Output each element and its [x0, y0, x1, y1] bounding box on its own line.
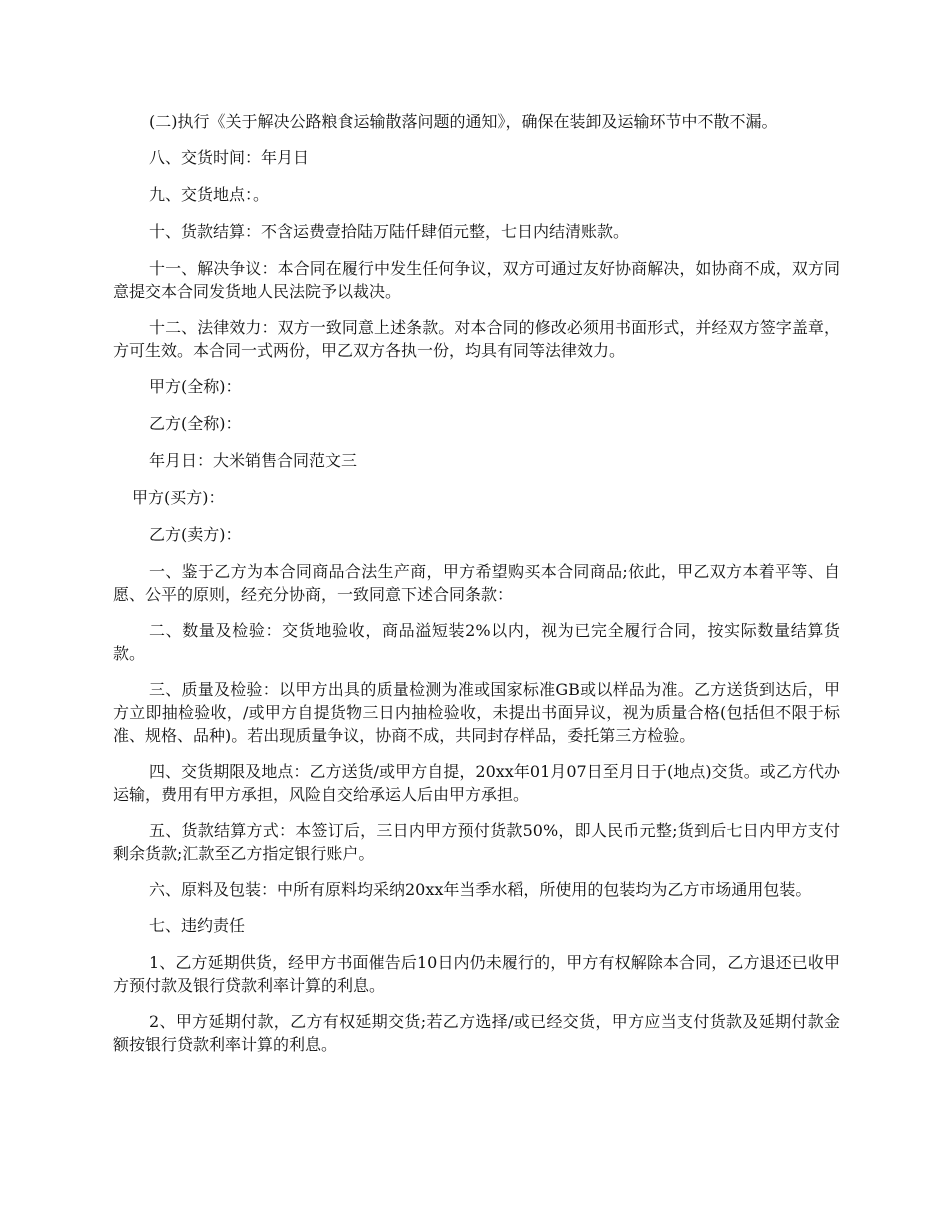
paragraph-party-a-buyer: 甲方(买方)：	[132, 488, 225, 507]
paragraph-clause-6-packaging: 六、原料及包装：中所有原料均采纳20xx年当季水稻，所使用的包装均为乙方市场通用包装。	[149, 880, 812, 899]
paragraph-clause-4-delivery: 四、交货期限及地点：乙方送货/或甲方自提，20xx年01月07日至月日于(地点)交货。或乙方代办运输，费用有甲方承担，风险自交给承运人后由甲方承担。	[113, 762, 840, 804]
paragraph-clause-5-payment: 五、货款结算方式：本签订后，三日内甲方预付货款50%，即人民币元整;货到后七日内甲方支付剩余货款;汇款至乙方指定银行账户。	[113, 821, 840, 863]
paragraph-clause-1-preamble: 一、鉴于乙方为本合同商品合法生产商，甲方希望购买本合同商品;依此，甲乙双方本着平等、自愿、公平的原则，经充分协商，一致同意下述合同条款：	[113, 562, 840, 604]
paragraph-clause-7-liability: 七、违约责任	[149, 916, 246, 935]
paragraph-party-a-fullname: 甲方(全称)：	[149, 377, 242, 396]
paragraph-delivery-place: 九、交货地点：。	[149, 185, 270, 204]
paragraph-payment-settlement: 十、货款结算：不含运费壹拾陆万陆仟肆佰元整，七日内结清账款。	[149, 222, 630, 241]
paragraph-legal-effect: 十二、法律效力：双方一致同意上述条款。对本合同的修改必须用书面形式，并经双方签字盖章，方可生效。本合同一式两份，甲乙双方各执一份，均具有同等法律效力。	[113, 318, 840, 360]
paragraph-delivery-time: 八、交货时间：年月日	[149, 148, 310, 167]
paragraph-liability-item-1: 1、乙方延期供货，经甲方书面催告后10日内仍未履行的，甲方有权解除本合同，乙方退还已收甲方预付款及银行贷款利率计算的利息。	[113, 953, 840, 995]
paragraph-party-b-fullname: 乙方(全称)：	[149, 414, 242, 433]
paragraph-dispute-resolution: 十一、解决争议：本合同在履行中发生任何争议，双方可通过友好协商解决，如协商不成，双方同意提交本合同发货地人民法院予以裁决。	[113, 259, 840, 301]
paragraph-clause-3-quality: 三、质量及检验：以甲方出具的质量检测为准或国家标准GB或以样品为准。乙方送货到达后，甲方立即抽检验收，/或甲方自提货物三日内抽检验收，未提出书面异议，视为质量合格(包括但不限于标准、规格、品种)。若出现质量争议，协商不成，共同封存样品，委托第三方检验。	[113, 680, 840, 745]
paragraph-clause-2-notice: (二)执行《关于解决公路粮食运输散落问题的通知》，确保在装卸及运输环节中不散不漏。	[149, 112, 778, 131]
paragraph-party-b-seller: 乙方(卖方)：	[149, 525, 242, 544]
paragraph-clause-2-quantity: 二、数量及检验：交货地验收，商品溢短装2%以内，视为已完全履行合同，按实际数量结算货款。	[113, 621, 840, 663]
paragraph-liability-item-2: 2、甲方延期付款，乙方有权延期交货;若乙方选择/或已经交货，甲方应当支付货款及延期付款金额按银行贷款利率计算的利息。	[113, 1012, 840, 1054]
paragraph-date-and-title: 年月日：大米销售合同范文三	[149, 451, 358, 470]
